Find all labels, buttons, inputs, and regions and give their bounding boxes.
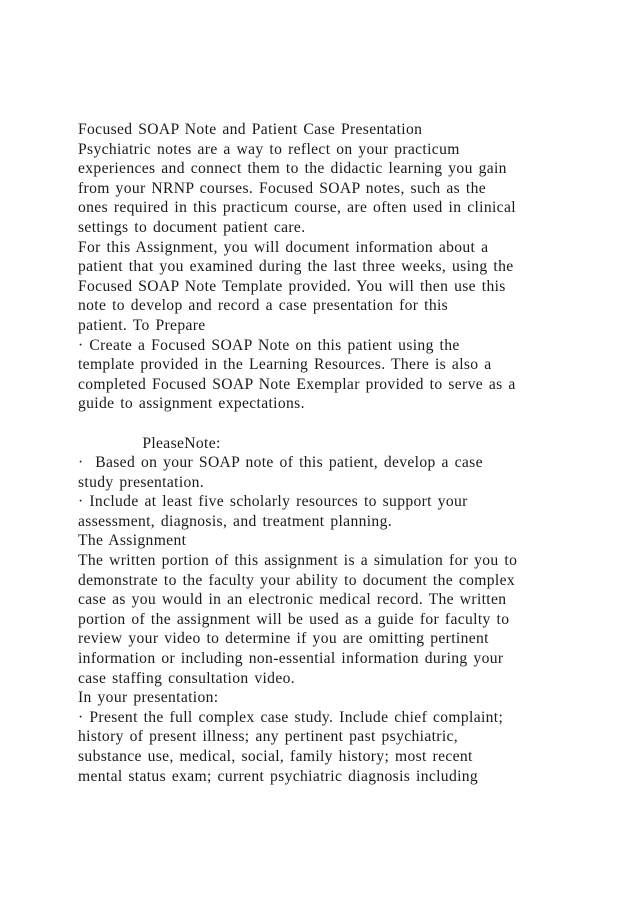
- please-note-heading: PleaseNote:: [78, 434, 221, 452]
- section-heading: The Assignment: [78, 532, 187, 550]
- text-line: experiences and connect them to the didactic learning you gain: [78, 160, 507, 178]
- text-line: In your presentation:: [78, 689, 219, 707]
- text-line: Psychiatric notes are a way to reflect on your practicum: [78, 140, 460, 158]
- text-line: settings to document patient care.: [78, 218, 306, 236]
- text-line: mental status exam; current psychiatric diagnosis including: [78, 767, 479, 785]
- bullet-line: · Include at least five scholarly resources to support your: [78, 493, 468, 511]
- text-line: substance use, medical, social, family history; most recent: [78, 748, 473, 765]
- bullet-line: · Present the full complex case study. Include chief complaint;: [78, 708, 504, 726]
- text-line: completed Focused SOAP Note Exemplar provided to serve as a: [78, 375, 516, 393]
- text-line: history of present illness; any pertinent past psychiatric,: [78, 728, 459, 746]
- text-line: For this Assignment, you will document information about a: [78, 238, 489, 256]
- text-line: patient. To Prepare: [78, 316, 206, 334]
- bullet-line: · Based on your SOAP note of this patient, develop a case: [78, 454, 483, 472]
- text-line: The written portion of this assignment is a simulation for you to: [78, 552, 518, 570]
- bullet-line: · Create a Focused SOAP Note on this patient using the: [78, 336, 460, 354]
- text-line: Focused SOAP Note Template provided. You will then use this: [78, 277, 506, 295]
- text-line: study presentation.: [78, 473, 205, 491]
- text-line: demonstrate to the faculty your ability to document the complex: [78, 571, 516, 589]
- text-line: from your NRNP courses. Focused SOAP notes, such as the: [78, 179, 487, 197]
- text-line: portion of the assignment will be used as a guide for faculty to: [78, 610, 510, 628]
- text-line: note to develop and record a case presentation for this: [78, 297, 449, 315]
- text-line: case as you would in an electronic medical record. The written: [78, 591, 507, 609]
- text-line: case staffing consultation video.: [78, 669, 295, 687]
- text-line: template provided in the Learning Resources. There is also a: [78, 356, 492, 374]
- text-line: ones required in this practicum course, are often used in clinical: [78, 199, 516, 217]
- text-line: information or including non-essential information during your: [78, 650, 504, 668]
- document-body: [78, 120, 618, 786]
- blank-line: [78, 414, 618, 434]
- text-line: assessment, diagnosis, and treatment planning.: [78, 512, 392, 530]
- document-title: Focused SOAP Note and Patient Case Presentation: [78, 121, 423, 138]
- text-line: guide to assignment expectations.: [78, 395, 305, 413]
- text-line: review your video to determine if you are omitting pertinent: [78, 630, 489, 648]
- text-line: patient that you examined during the last three weeks, using the: [78, 258, 514, 276]
